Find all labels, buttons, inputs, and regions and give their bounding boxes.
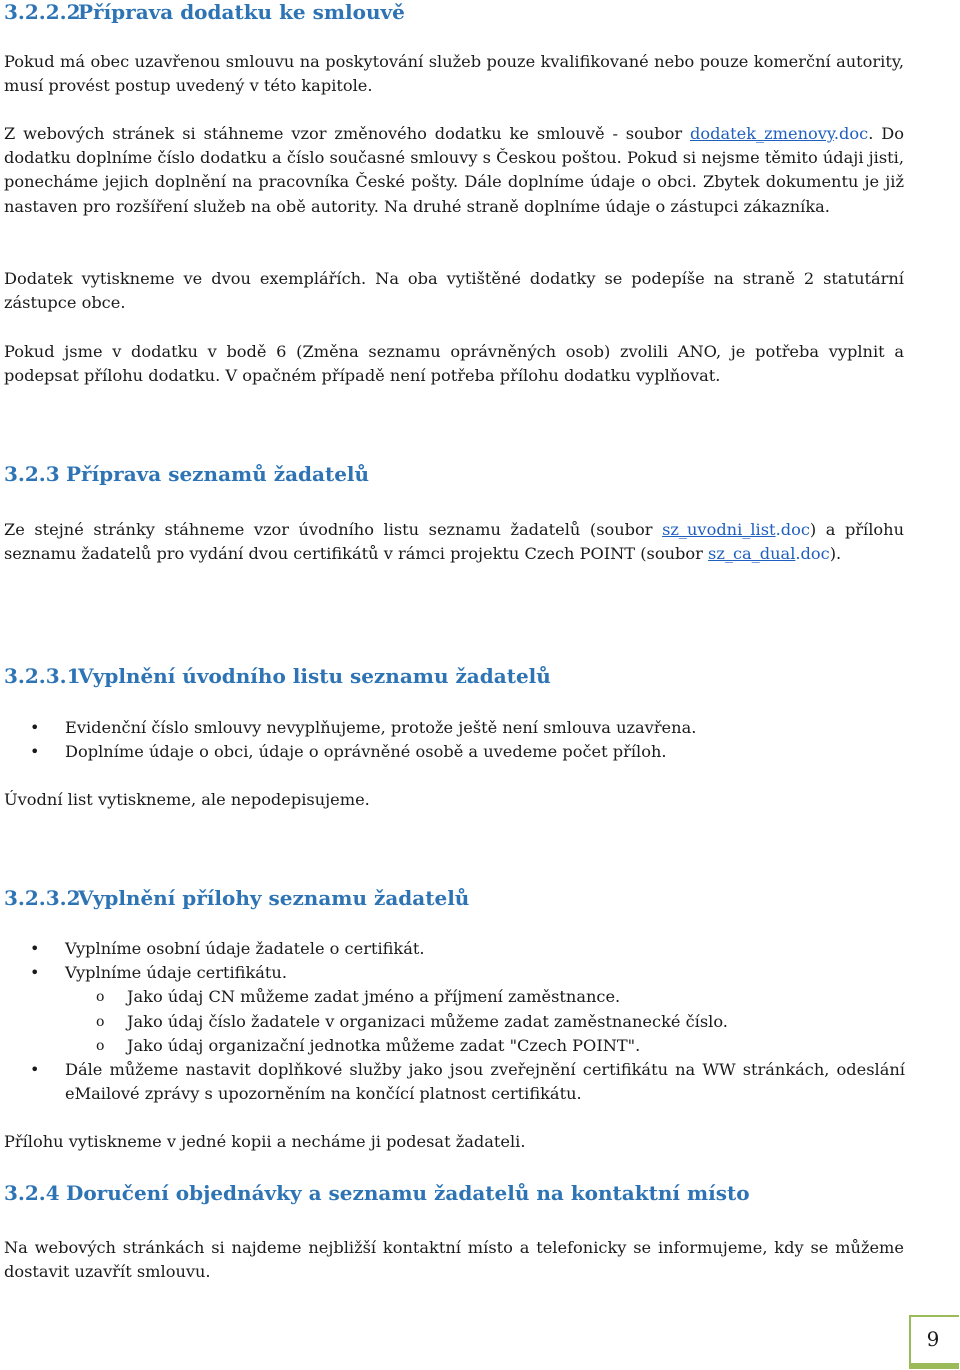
- file-link-ext[interactable]: .doc: [795, 544, 830, 564]
- file-link-dodatek[interactable]: dodatek_zmenovy: [690, 124, 834, 143]
- paragraph: Dodatek vytiskneme ve dvou exemplářích. Na oba vytištěné dodatky se podepíše na straně 2 statutární zástupce obce.: [4, 269, 904, 313]
- heading-number: 3.2.4: [4, 1181, 60, 1205]
- bullet-list: [0, 716, 905, 764]
- file-link-ca-dual[interactable]: sz_ca_dual: [708, 544, 796, 564]
- bullet-icon: •: [30, 742, 40, 762]
- heading-3222: [4, 0, 405, 24]
- list-item-text: Vyplníme osobní údaje žadatele o certifikát.: [65, 939, 425, 958]
- heading-324: [4, 1181, 750, 1205]
- heading-title: Vyplnění přílohy seznamu žadatelů: [78, 886, 470, 910]
- heading-3231: [4, 664, 551, 688]
- heading-number: 3.2.3: [4, 462, 60, 486]
- paragraph: Přílohu vytiskneme v jedné kopii a necháme ji podesat žadateli.: [4, 1132, 526, 1151]
- list-item: [0, 716, 905, 740]
- heading-3232: [4, 886, 469, 910]
- text-run: ).: [829, 544, 842, 564]
- list-item-text: Dále můžeme nastavit doplňkové služby jako jsou zveřejnění certifikátu na WW stránkách, odeslání eMailové zprávy s upozorněním na končící platnost certifikátu.: [65, 1060, 905, 1104]
- file-link-ext[interactable]: .doc: [775, 520, 810, 539]
- paragraph: [4, 518, 904, 566]
- heading-title: Příprava dodatku ke smlouvě: [78, 0, 405, 24]
- paragraph: Na webových stránkách si najdeme nejbližší kontaktní místo a telefonicky se informujeme, kdy se můžeme dostavit uzavřít smlouvu.: [4, 1238, 904, 1282]
- list-item: [0, 961, 905, 985]
- page-number: 9: [926, 1327, 940, 1351]
- sub-bullet-icon: o: [96, 1037, 105, 1054]
- bullet-icon: •: [30, 963, 40, 983]
- list-item: [0, 937, 905, 961]
- sub-list-item: [0, 1010, 905, 1034]
- bullet-icon: •: [30, 1060, 40, 1080]
- list-item-text: Vyplníme údaje certifikátu.: [65, 963, 287, 983]
- heading-number: 3.2.2.2: [4, 0, 81, 24]
- paragraph: Pokud má obec uzavřenou smlouvu na poskytování služeb pouze kvalifikované nebo pouze komerční autority, musí provést postup uvedený v této kapitole.: [4, 52, 904, 96]
- text-run: Ze stejné stránky stáhneme vzor úvodního listu seznamu žadatelů (soubor: [4, 520, 663, 539]
- text-run: Z webových stránek si stáhneme vzor změnového dodatku ke smlouvě - soubor: [4, 124, 691, 143]
- paragraph: Pokud jsme v dodatku v bodě 6 (Změna seznamu oprávněných osob) zvolili ANO, je potřeba vyplnit a podepsat přílohu dodatku. V opačném případě není potřeba přílohu dodatku vyplňovat.: [4, 342, 904, 386]
- heading-title: Vyplnění úvodního listu seznamu žadatelů: [78, 664, 551, 688]
- page-number-box: [909, 1315, 959, 1369]
- bullet-icon: •: [30, 718, 40, 737]
- bullet-list: [0, 937, 905, 1106]
- sub-bullet-icon: o: [96, 989, 105, 1006]
- heading-title: Doručení objednávky a seznamu žadatelů na kontaktní místo: [66, 1181, 750, 1205]
- file-link-uvodni-list[interactable]: sz_uvodni_list: [662, 520, 776, 539]
- sub-list-item: [0, 985, 905, 1009]
- heading-number: 3.2.3.2: [4, 886, 81, 910]
- list-item-text: Jako údaj číslo žadatele v organizaci můžeme zadat zaměstnanecké číslo.: [127, 1011, 728, 1031]
- list-item: [0, 1058, 905, 1106]
- bullet-icon: •: [30, 939, 40, 958]
- list-item-text: Evidenční číslo smlouvy nevyplňujeme, protože ještě není smlouva uzavřena.: [65, 718, 697, 737]
- sub-bullet-icon: o: [96, 1013, 105, 1030]
- heading-title: Příprava seznamů žadatelů: [66, 462, 370, 486]
- paragraph: Úvodní list vytiskneme, ale nepodepisujeme.: [4, 790, 370, 809]
- list-item: [0, 740, 905, 764]
- sub-list-item: [0, 1034, 905, 1058]
- paragraph: [4, 122, 904, 219]
- list-item-text: Jako údaj CN můžeme zadat jméno a příjmení zaměstnance.: [127, 987, 621, 1007]
- text-run: . Do dodatku doplníme číslo dodatku a číslo současné smlouvy s Českou poštou. Pokud si nejsme těmito údaji jisti, ponecháme jejich doplnění na pracovníka České pošty. Dále doplníme údaje o obci. Zbytek dokumentu je již nastaven pro rozšíření služeb na obě autority. Na druhé straně doplníme údaje o zástupci zákazníka.: [4, 124, 904, 216]
- heading-number: 3.2.3.1: [4, 664, 81, 688]
- list-item-text: Jako údaj organizační jednotka můžeme zadat "Czech POINT".: [127, 1035, 641, 1055]
- file-link-ext[interactable]: .doc: [833, 124, 869, 143]
- list-item-text: Doplníme údaje o obci, údaje o oprávněné osobě a uvedeme počet příloh.: [65, 742, 667, 762]
- heading-323: [4, 462, 369, 486]
- text-run: ) a přílohu seznamu žadatelů pro vydání dvou certifikátů v rámci projektu Czech POINT (soubor: [4, 520, 904, 564]
